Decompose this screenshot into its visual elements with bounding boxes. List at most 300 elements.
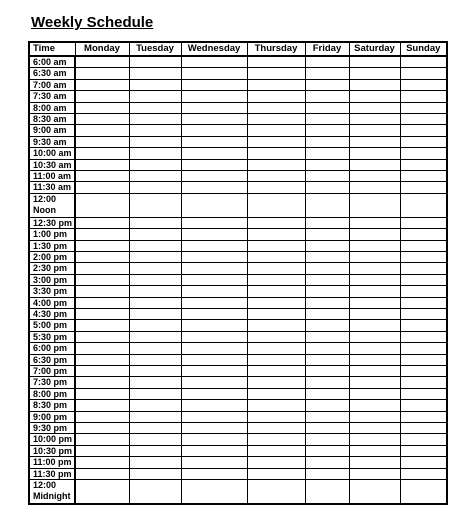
time-slot-text: 7:00 am bbox=[33, 79, 67, 90]
schedule-cell-monday[interactable] bbox=[75, 445, 129, 456]
schedule-cell-thursday[interactable] bbox=[247, 56, 305, 68]
schedule-cell-saturday[interactable] bbox=[349, 263, 400, 274]
schedule-cell-monday[interactable] bbox=[75, 457, 129, 468]
schedule-cell-sunday[interactable] bbox=[400, 182, 447, 193]
schedule-cell-tuesday[interactable] bbox=[129, 480, 181, 504]
schedule-cell-tuesday[interactable] bbox=[129, 457, 181, 468]
schedule-cell-tuesday[interactable] bbox=[129, 251, 181, 262]
schedule-cell-friday[interactable] bbox=[305, 457, 349, 468]
time-slot-text: 9:30 pm bbox=[33, 423, 68, 433]
schedule-cell-wednesday[interactable] bbox=[181, 193, 247, 217]
schedule-cell-sunday[interactable] bbox=[400, 79, 447, 90]
schedule-cell-saturday[interactable] bbox=[349, 56, 400, 68]
schedule-cell-wednesday[interactable] bbox=[181, 182, 247, 193]
schedule-cell-friday[interactable] bbox=[305, 251, 349, 262]
time-slot-label bbox=[29, 423, 75, 434]
schedule-cell-thursday[interactable] bbox=[247, 331, 305, 342]
schedule-cell-friday[interactable] bbox=[305, 125, 349, 136]
schedule-cell-sunday[interactable] bbox=[400, 193, 447, 217]
schedule-cell-thursday[interactable] bbox=[247, 274, 305, 285]
schedule-cell-wednesday[interactable] bbox=[181, 468, 247, 479]
schedule-cell-friday[interactable] bbox=[305, 320, 349, 331]
schedule-cell-monday[interactable] bbox=[75, 56, 129, 68]
schedule-cell-monday[interactable] bbox=[75, 388, 129, 399]
time-slot-text: 10:30 pm bbox=[33, 445, 73, 456]
schedule-cell-wednesday[interactable] bbox=[181, 217, 247, 228]
schedule-cell-monday[interactable] bbox=[75, 480, 129, 504]
schedule-cell-saturday[interactable] bbox=[349, 331, 400, 342]
schedule-cell-monday[interactable] bbox=[75, 343, 129, 354]
schedule-cell-thursday[interactable] bbox=[247, 125, 305, 136]
schedule-cell-wednesday[interactable] bbox=[181, 159, 247, 170]
schedule-cell-friday[interactable] bbox=[305, 114, 349, 125]
schedule-cell-friday[interactable] bbox=[305, 182, 349, 193]
schedule-cell-tuesday[interactable] bbox=[129, 240, 181, 251]
schedule-cell-saturday[interactable] bbox=[349, 251, 400, 262]
schedule-cell-monday[interactable] bbox=[75, 251, 129, 262]
schedule-cell-thursday[interactable] bbox=[247, 400, 305, 411]
table-row bbox=[29, 308, 447, 319]
schedule-cell-wednesday[interactable] bbox=[181, 308, 247, 319]
schedule-cell-monday[interactable] bbox=[75, 68, 129, 79]
schedule-cell-friday[interactable] bbox=[305, 388, 349, 399]
schedule-cell-saturday[interactable] bbox=[349, 79, 400, 90]
schedule-cell-sunday[interactable] bbox=[400, 423, 447, 434]
schedule-cell-saturday[interactable] bbox=[349, 114, 400, 125]
table-row bbox=[29, 388, 447, 399]
schedule-cell-monday[interactable] bbox=[75, 125, 129, 136]
schedule-cell-saturday[interactable] bbox=[349, 125, 400, 136]
schedule-cell-sunday[interactable] bbox=[400, 102, 447, 113]
table-row bbox=[29, 136, 447, 147]
table-row bbox=[29, 263, 447, 274]
schedule-cell-sunday[interactable] bbox=[400, 240, 447, 251]
schedule-cell-sunday[interactable] bbox=[400, 400, 447, 411]
schedule-cell-saturday[interactable] bbox=[349, 388, 400, 399]
schedule-cell-wednesday[interactable] bbox=[181, 411, 247, 422]
schedule-cell-thursday[interactable] bbox=[247, 388, 305, 399]
schedule-cell-wednesday[interactable] bbox=[181, 400, 247, 411]
time-slot-label bbox=[29, 56, 75, 68]
schedule-cell-tuesday[interactable] bbox=[129, 308, 181, 319]
schedule-cell-friday[interactable] bbox=[305, 136, 349, 147]
schedule-cell-saturday[interactable] bbox=[349, 193, 400, 217]
time-slot-label bbox=[29, 171, 75, 182]
schedule-cell-friday[interactable] bbox=[305, 68, 349, 79]
schedule-cell-sunday[interactable] bbox=[400, 114, 447, 125]
schedule-cell-friday[interactable] bbox=[305, 377, 349, 388]
schedule-cell-sunday[interactable] bbox=[400, 468, 447, 479]
schedule-cell-saturday[interactable] bbox=[349, 480, 400, 504]
schedule-cell-thursday[interactable] bbox=[247, 286, 305, 297]
table-row bbox=[29, 457, 447, 468]
schedule-cell-tuesday[interactable] bbox=[129, 91, 181, 102]
time-slot-label bbox=[29, 286, 75, 297]
schedule-cell-tuesday[interactable] bbox=[129, 445, 181, 456]
schedule-cell-wednesday[interactable] bbox=[181, 423, 247, 434]
schedule-cell-thursday[interactable] bbox=[247, 114, 305, 125]
time-slot-text: 12:00 bbox=[33, 193, 57, 204]
schedule-cell-sunday[interactable] bbox=[400, 445, 447, 456]
schedule-cell-sunday[interactable] bbox=[400, 251, 447, 262]
schedule-cell-sunday[interactable] bbox=[400, 388, 447, 399]
schedule-cell-friday[interactable] bbox=[305, 263, 349, 274]
schedule-cell-monday[interactable] bbox=[75, 240, 129, 251]
schedule-cell-sunday[interactable] bbox=[400, 320, 447, 331]
schedule-cell-wednesday[interactable] bbox=[181, 68, 247, 79]
schedule-cell-friday[interactable] bbox=[305, 297, 349, 308]
schedule-cell-saturday[interactable] bbox=[349, 320, 400, 331]
schedule-cell-thursday[interactable] bbox=[247, 457, 305, 468]
schedule-cell-friday[interactable] bbox=[305, 480, 349, 504]
schedule-cell-saturday[interactable] bbox=[349, 91, 400, 102]
schedule-cell-friday[interactable] bbox=[305, 434, 349, 445]
schedule-cell-thursday[interactable] bbox=[247, 91, 305, 102]
schedule-cell-tuesday[interactable] bbox=[129, 148, 181, 159]
schedule-cell-wednesday[interactable] bbox=[181, 377, 247, 388]
schedule-cell-thursday[interactable] bbox=[247, 68, 305, 79]
schedule-cell-tuesday[interactable] bbox=[129, 136, 181, 147]
schedule-cell-tuesday[interactable] bbox=[129, 274, 181, 285]
table-row bbox=[29, 91, 447, 102]
schedule-cell-monday[interactable] bbox=[75, 182, 129, 193]
schedule-cell-monday[interactable] bbox=[75, 286, 129, 297]
schedule-cell-sunday[interactable] bbox=[400, 480, 447, 504]
schedule-cell-friday[interactable] bbox=[305, 274, 349, 285]
schedule-cell-friday[interactable] bbox=[305, 308, 349, 319]
schedule-cell-wednesday[interactable] bbox=[181, 114, 247, 125]
schedule-cell-wednesday[interactable] bbox=[181, 148, 247, 159]
schedule-cell-thursday[interactable] bbox=[247, 411, 305, 422]
time-slot-label bbox=[29, 79, 75, 90]
schedule-cell-thursday[interactable] bbox=[247, 480, 305, 504]
schedule-cell-thursday[interactable] bbox=[247, 136, 305, 147]
schedule-cell-tuesday[interactable] bbox=[129, 182, 181, 193]
schedule-cell-tuesday[interactable] bbox=[129, 68, 181, 79]
schedule-cell-monday[interactable] bbox=[75, 79, 129, 90]
schedule-cell-saturday[interactable] bbox=[349, 308, 400, 319]
schedule-cell-thursday[interactable] bbox=[247, 377, 305, 388]
time-slot-text: 8:30 pm bbox=[33, 400, 68, 411]
schedule-cell-monday[interactable] bbox=[75, 423, 129, 434]
schedule-cell-thursday[interactable] bbox=[247, 343, 305, 354]
schedule-cell-wednesday[interactable] bbox=[181, 240, 247, 251]
table-row bbox=[29, 445, 447, 456]
schedule-cell-friday[interactable] bbox=[305, 91, 349, 102]
time-slot-label bbox=[29, 365, 75, 376]
schedule-cell-saturday[interactable] bbox=[349, 354, 400, 365]
schedule-cell-thursday[interactable] bbox=[247, 171, 305, 182]
schedule-cell-saturday[interactable] bbox=[349, 400, 400, 411]
table-row bbox=[29, 480, 447, 504]
schedule-cell-saturday[interactable] bbox=[349, 423, 400, 434]
schedule-cell-sunday[interactable] bbox=[400, 217, 447, 228]
schedule-cell-tuesday[interactable] bbox=[129, 354, 181, 365]
time-slot-text: 7:00 pm bbox=[33, 365, 68, 376]
schedule-cell-wednesday[interactable] bbox=[181, 263, 247, 274]
schedule-cell-tuesday[interactable] bbox=[129, 171, 181, 182]
schedule-cell-sunday[interactable] bbox=[400, 274, 447, 285]
schedule-cell-sunday[interactable] bbox=[400, 343, 447, 354]
schedule-cell-monday[interactable] bbox=[75, 148, 129, 159]
schedule-cell-saturday[interactable] bbox=[349, 102, 400, 113]
time-slot-text: 11:30 am bbox=[33, 182, 72, 193]
schedule-cell-wednesday[interactable] bbox=[181, 365, 247, 376]
schedule-cell-saturday[interactable] bbox=[349, 297, 400, 308]
time-slot-text: 8:30 am bbox=[33, 114, 67, 125]
schedule-cell-saturday[interactable] bbox=[349, 68, 400, 79]
time-slot-label bbox=[29, 102, 75, 113]
schedule-cell-friday[interactable] bbox=[305, 229, 349, 240]
schedule-cell-thursday[interactable] bbox=[247, 423, 305, 434]
schedule-cell-monday[interactable] bbox=[75, 274, 129, 285]
column-header-time: Time bbox=[29, 42, 75, 56]
weekly-schedule-table bbox=[28, 41, 448, 505]
schedule-cell-monday[interactable] bbox=[75, 354, 129, 365]
time-slot-text: 10:00 am bbox=[33, 148, 72, 159]
schedule-cell-thursday[interactable] bbox=[247, 182, 305, 193]
schedule-cell-monday[interactable] bbox=[75, 331, 129, 342]
schedule-cell-tuesday[interactable] bbox=[129, 434, 181, 445]
schedule-cell-tuesday[interactable] bbox=[129, 400, 181, 411]
schedule-cell-friday[interactable] bbox=[305, 423, 349, 434]
schedule-cell-sunday[interactable] bbox=[400, 136, 447, 147]
schedule-cell-sunday[interactable] bbox=[400, 56, 447, 68]
schedule-cell-sunday[interactable] bbox=[400, 286, 447, 297]
schedule-cell-monday[interactable] bbox=[75, 263, 129, 274]
schedule-cell-tuesday[interactable] bbox=[129, 217, 181, 228]
schedule-cell-sunday[interactable] bbox=[400, 148, 447, 159]
schedule-cell-wednesday[interactable] bbox=[181, 457, 247, 468]
schedule-cell-saturday[interactable] bbox=[349, 468, 400, 479]
schedule-cell-saturday[interactable] bbox=[349, 229, 400, 240]
schedule-cell-tuesday[interactable] bbox=[129, 320, 181, 331]
schedule-cell-sunday[interactable] bbox=[400, 377, 447, 388]
schedule-cell-friday[interactable] bbox=[305, 400, 349, 411]
schedule-cell-wednesday[interactable] bbox=[181, 320, 247, 331]
schedule-cell-friday[interactable] bbox=[305, 193, 349, 217]
schedule-cell-monday[interactable] bbox=[75, 159, 129, 170]
schedule-cell-thursday[interactable] bbox=[247, 263, 305, 274]
schedule-cell-wednesday[interactable] bbox=[181, 445, 247, 456]
schedule-cell-wednesday[interactable] bbox=[181, 354, 247, 365]
schedule-cell-saturday[interactable] bbox=[349, 217, 400, 228]
schedule-cell-sunday[interactable] bbox=[400, 171, 447, 182]
schedule-cell-monday[interactable] bbox=[75, 411, 129, 422]
schedule-cell-saturday[interactable] bbox=[349, 148, 400, 159]
schedule-cell-friday[interactable] bbox=[305, 468, 349, 479]
schedule-cell-thursday[interactable] bbox=[247, 320, 305, 331]
schedule-cell-monday[interactable] bbox=[75, 377, 129, 388]
schedule-cell-sunday[interactable] bbox=[400, 229, 447, 240]
schedule-cell-thursday[interactable] bbox=[247, 434, 305, 445]
schedule-cell-wednesday[interactable] bbox=[181, 171, 247, 182]
schedule-cell-friday[interactable] bbox=[305, 217, 349, 228]
schedule-cell-tuesday[interactable] bbox=[129, 125, 181, 136]
schedule-cell-tuesday[interactable] bbox=[129, 263, 181, 274]
schedule-cell-thursday[interactable] bbox=[247, 217, 305, 228]
table-row bbox=[29, 193, 447, 217]
schedule-cell-friday[interactable] bbox=[305, 331, 349, 342]
schedule-cell-sunday[interactable] bbox=[400, 365, 447, 376]
schedule-cell-wednesday[interactable] bbox=[181, 286, 247, 297]
schedule-cell-friday[interactable] bbox=[305, 159, 349, 170]
schedule-cell-tuesday[interactable] bbox=[129, 229, 181, 240]
schedule-cell-wednesday[interactable] bbox=[181, 136, 247, 147]
schedule-cell-sunday[interactable] bbox=[400, 331, 447, 342]
schedule-cell-monday[interactable] bbox=[75, 136, 129, 147]
schedule-cell-wednesday[interactable] bbox=[181, 102, 247, 113]
schedule-cell-saturday[interactable] bbox=[349, 434, 400, 445]
table-row bbox=[29, 343, 447, 354]
schedule-cell-saturday[interactable] bbox=[349, 286, 400, 297]
schedule-cell-friday[interactable] bbox=[305, 79, 349, 90]
schedule-cell-monday[interactable] bbox=[75, 468, 129, 479]
time-slot-text: 11:00 pm bbox=[33, 457, 72, 468]
schedule-cell-wednesday[interactable] bbox=[181, 434, 247, 445]
schedule-cell-saturday[interactable] bbox=[349, 411, 400, 422]
time-slot-label bbox=[29, 377, 75, 388]
time-slot-label bbox=[29, 193, 75, 217]
schedule-cell-tuesday[interactable] bbox=[129, 331, 181, 342]
schedule-cell-thursday[interactable] bbox=[247, 468, 305, 479]
schedule-cell-tuesday[interactable] bbox=[129, 343, 181, 354]
schedule-cell-tuesday[interactable] bbox=[129, 365, 181, 376]
schedule-cell-thursday[interactable] bbox=[247, 308, 305, 319]
schedule-cell-sunday[interactable] bbox=[400, 125, 447, 136]
schedule-cell-monday[interactable] bbox=[75, 320, 129, 331]
schedule-cell-monday[interactable] bbox=[75, 400, 129, 411]
schedule-cell-friday[interactable] bbox=[305, 286, 349, 297]
schedule-cell-sunday[interactable] bbox=[400, 91, 447, 102]
schedule-cell-saturday[interactable] bbox=[349, 457, 400, 468]
schedule-cell-tuesday[interactable] bbox=[129, 56, 181, 68]
schedule-cell-thursday[interactable] bbox=[247, 79, 305, 90]
schedule-cell-friday[interactable] bbox=[305, 102, 349, 113]
schedule-cell-monday[interactable] bbox=[75, 217, 129, 228]
schedule-cell-saturday[interactable] bbox=[349, 274, 400, 285]
schedule-cell-thursday[interactable] bbox=[247, 148, 305, 159]
schedule-cell-tuesday[interactable] bbox=[129, 377, 181, 388]
schedule-cell-saturday[interactable] bbox=[349, 343, 400, 354]
schedule-cell-tuesday[interactable] bbox=[129, 468, 181, 479]
schedule-cell-wednesday[interactable] bbox=[181, 331, 247, 342]
schedule-cell-thursday[interactable] bbox=[247, 102, 305, 113]
schedule-cell-wednesday[interactable] bbox=[181, 388, 247, 399]
schedule-cell-wednesday[interactable] bbox=[181, 343, 247, 354]
schedule-cell-friday[interactable] bbox=[305, 365, 349, 376]
schedule-cell-monday[interactable] bbox=[75, 102, 129, 113]
schedule-cell-sunday[interactable] bbox=[400, 411, 447, 422]
schedule-cell-thursday[interactable] bbox=[247, 159, 305, 170]
schedule-cell-tuesday[interactable] bbox=[129, 193, 181, 217]
table-row bbox=[29, 229, 447, 240]
table-row bbox=[29, 320, 447, 331]
schedule-cell-tuesday[interactable] bbox=[129, 411, 181, 422]
schedule-cell-monday[interactable] bbox=[75, 171, 129, 182]
schedule-cell-thursday[interactable] bbox=[247, 229, 305, 240]
schedule-cell-sunday[interactable] bbox=[400, 457, 447, 468]
schedule-cell-saturday[interactable] bbox=[349, 136, 400, 147]
schedule-cell-friday[interactable] bbox=[305, 354, 349, 365]
schedule-cell-tuesday[interactable] bbox=[129, 114, 181, 125]
column-header-saturday: Saturday bbox=[349, 42, 400, 56]
schedule-cell-sunday[interactable] bbox=[400, 354, 447, 365]
schedule-cell-wednesday[interactable] bbox=[181, 125, 247, 136]
schedule-cell-thursday[interactable] bbox=[247, 445, 305, 456]
schedule-cell-wednesday[interactable] bbox=[181, 297, 247, 308]
schedule-cell-saturday[interactable] bbox=[349, 171, 400, 182]
schedule-cell-thursday[interactable] bbox=[247, 240, 305, 251]
schedule-cell-wednesday[interactable] bbox=[181, 91, 247, 102]
schedule-cell-wednesday[interactable] bbox=[181, 79, 247, 90]
schedule-cell-monday[interactable] bbox=[75, 297, 129, 308]
schedule-cell-thursday[interactable] bbox=[247, 365, 305, 376]
schedule-cell-sunday[interactable] bbox=[400, 434, 447, 445]
schedule-cell-saturday[interactable] bbox=[349, 377, 400, 388]
schedule-cell-sunday[interactable] bbox=[400, 68, 447, 79]
table-row bbox=[29, 365, 447, 376]
schedule-cell-monday[interactable] bbox=[75, 308, 129, 319]
schedule-cell-tuesday[interactable] bbox=[129, 79, 181, 90]
schedule-cell-saturday[interactable] bbox=[349, 365, 400, 376]
schedule-cell-monday[interactable] bbox=[75, 193, 129, 217]
schedule-cell-friday[interactable] bbox=[305, 171, 349, 182]
schedule-cell-tuesday[interactable] bbox=[129, 159, 181, 170]
schedule-cell-monday[interactable] bbox=[75, 114, 129, 125]
schedule-cell-wednesday[interactable] bbox=[181, 480, 247, 504]
schedule-cell-friday[interactable] bbox=[305, 343, 349, 354]
schedule-cell-tuesday[interactable] bbox=[129, 102, 181, 113]
schedule-cell-wednesday[interactable] bbox=[181, 274, 247, 285]
schedule-cell-sunday[interactable] bbox=[400, 263, 447, 274]
table-row bbox=[29, 400, 447, 411]
schedule-cell-wednesday[interactable] bbox=[181, 56, 247, 68]
schedule-cell-sunday[interactable] bbox=[400, 159, 447, 170]
schedule-cell-saturday[interactable] bbox=[349, 240, 400, 251]
schedule-cell-friday[interactable] bbox=[305, 148, 349, 159]
schedule-cell-tuesday[interactable] bbox=[129, 423, 181, 434]
schedule-cell-wednesday[interactable] bbox=[181, 251, 247, 262]
time-slot-text: 6:00 pm bbox=[33, 343, 68, 354]
schedule-cell-saturday[interactable] bbox=[349, 159, 400, 170]
table-row bbox=[29, 148, 447, 159]
schedule-cell-tuesday[interactable] bbox=[129, 297, 181, 308]
schedule-cell-wednesday[interactable] bbox=[181, 229, 247, 240]
time-slot-text: Midnight bbox=[33, 491, 71, 502]
schedule-cell-saturday[interactable] bbox=[349, 182, 400, 193]
schedule-cell-friday[interactable] bbox=[305, 56, 349, 68]
schedule-cell-monday[interactable] bbox=[75, 434, 129, 445]
schedule-cell-friday[interactable] bbox=[305, 240, 349, 251]
schedule-cell-monday[interactable] bbox=[75, 91, 129, 102]
schedule-cell-sunday[interactable] bbox=[400, 308, 447, 319]
schedule-cell-monday[interactable] bbox=[75, 365, 129, 376]
schedule-cell-friday[interactable] bbox=[305, 411, 349, 422]
time-slot-text: 3:00 pm bbox=[33, 274, 68, 285]
schedule-cell-tuesday[interactable] bbox=[129, 286, 181, 297]
schedule-cell-monday[interactable] bbox=[75, 229, 129, 240]
schedule-cell-thursday[interactable] bbox=[247, 251, 305, 262]
schedule-cell-friday[interactable] bbox=[305, 445, 349, 456]
schedule-cell-sunday[interactable] bbox=[400, 297, 447, 308]
schedule-cell-thursday[interactable] bbox=[247, 297, 305, 308]
schedule-cell-thursday[interactable] bbox=[247, 193, 305, 217]
table-row bbox=[29, 125, 447, 136]
schedule-cell-saturday[interactable] bbox=[349, 445, 400, 456]
schedule-cell-tuesday[interactable] bbox=[129, 388, 181, 399]
schedule-cell-thursday[interactable] bbox=[247, 354, 305, 365]
